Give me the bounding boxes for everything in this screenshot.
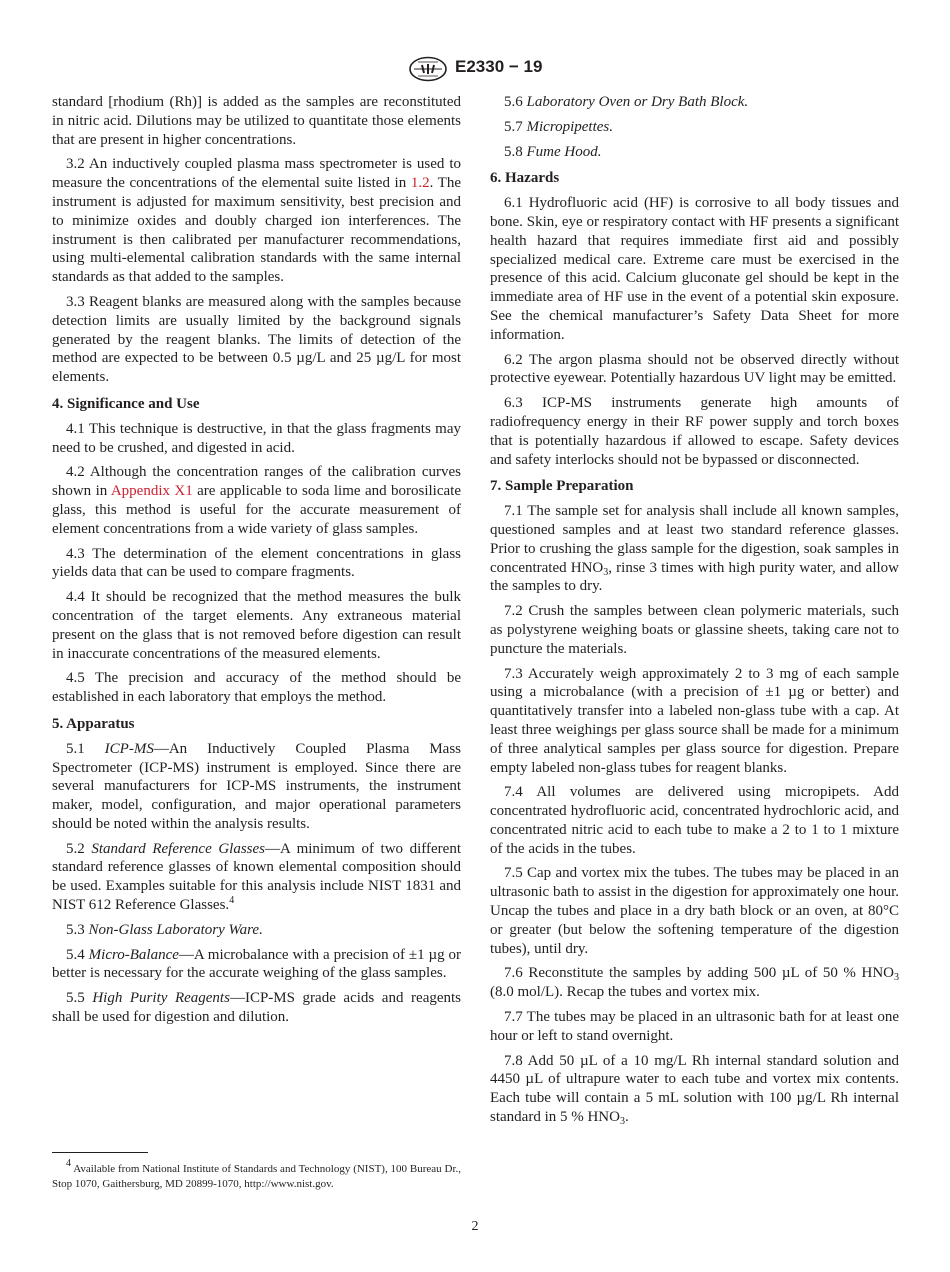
paragraph-7-4: 7.4 All volumes are delivered using micropipets. Add concentrated hydrofluoric acid, concentrated hydrochloric acid, and concentrated nitric acid to each tube to make a 2 to 1 to 1 mixture of the acids in the tubes. [490, 784, 899, 857]
paragraph-5-2: 5.2 Standard Reference Glasses—A minimum of two different standard reference glasses of known elemental composition should be used. Examples suitable for this analysis include NIST 1831 and NIST 612 Reference Glasses.$^4$ [52, 840, 461, 914]
paragraph-6-3: 6.3 ICP-MS instruments generate high amounts of radiofrequency energy in their RF power supply and torch boxes that is potentially hazardous if allowed to escape. Safety devices and safety interlocks should not be bypassed or disconnected. [490, 395, 899, 468]
paragraph-3-3: 3.3 Reagent blanks are measured along with the samples because detection limits are usually limited by the background signals generated by the reagent blanks. The limits of detection of the method are expected to be between 0.5 µg/L and 25 µg/L for most elements. [52, 293, 462, 386]
footnote-4: $^4$ Available from National Institute of Standards and Technology (NIST), 100 Bureau Dr., Stop 1070, Gaithersburg, MD 20899-1070, http://www.nist.gov. [52, 1158, 461, 1190]
page-number: 2 [471, 1219, 479, 1234]
footnote-marker[interactable]: 4 [229, 895, 235, 907]
paragraph-4-4: 4.4 It should be recognized that the method measures the bulk concentration of the target elements. Any extraneous material present on the glass that is not removed before digestion can result in inaccurate concentrations of the measured elements. [52, 589, 462, 662]
paragraph-7-3: 7.3 Accurately weigh approximately 2 to 3 mg of each sample using a microbalance (with a precision of ±1 µg or better) and quantitatively transfer into a labeled non-glass tube with a cap. At least three weighings per glass source shall be made for a minimum of three analytical samples per glass source for digestion. Prepare empty labeled non-glass tubes for reagent blanks. [490, 665, 899, 776]
standard-code: E2330 − 19 [455, 57, 543, 76]
section-heading-7: 7. Sample Preparation [490, 478, 634, 495]
paragraph-4-1: 4.1 This technique is destructive, in that the glass fragments may need to be crushed, and digested in acid. [52, 420, 462, 456]
paragraph-4-5: 4.5 The precision and accuracy of the method should be established in each laboratory that employs the method. [52, 670, 461, 706]
paragraph-3-2: 3.2 An inductively coupled plasma mass spectrometer is used to measure the concentrations of the elemental suite listed in 1.2. The instrument is adjusted for maximum sensitivity, best precision and to minimize oxides and doubly charged ion interferences. The instrument is then calibrated per manufacturer recommendations, using multi-elemental calibration standards with the same internal standards as that added to the samples. [52, 156, 461, 286]
paragraph-7-7: 7.7 The tubes may be placed in an ultrasonic bath for at least one hour or left to stand overnight. [490, 1009, 900, 1044]
appendix-link[interactable]: Appendix X1 [110, 483, 193, 500]
paragraph-5-6: 5.6 Laboratory Oven or Dry Bath Block. [504, 94, 749, 110]
paragraph-7-5: 7.5 Cap and vortex mix the tubes. The tubes may be placed in an ultrasonic bath to assist in the digestion for approximately one hour. Uncap the tubes and place in a dry bath block or an oven, at 80°C or greater (but below the softening temperature of the digestion tubes), until dry. [490, 865, 900, 957]
paragraph-5-1: 5.1 ICP-MS—An Inductively Coupled Plasma Mass Spectrometer (ICP-MS) instrument is employed. Since there are several manufacturers for ICP-MS instruments, the instrument maker, model, configuration, and major operational parameters should be noted within the analysis results. [52, 740, 461, 832]
section-heading-5: 5. Apparatus [52, 715, 135, 732]
paragraph-4-3: 4.3 The determination of the element concentrations in glass yields data that can be used to compare fragments. [52, 545, 461, 581]
paragraph-5-4: 5.4 Micro-Balance—A microbalance with a precision of ±1 µg or better is necessary for the accurate weighing of the glass samples. [52, 946, 462, 982]
paragraph-7-1: 7.1 The sample set for analysis shall include all known samples, questioned samples and at least two standard reference glasses. Prior to crushing the glass sample for the digestion, soak samples in concentrated $HNO_3$, rinse 3 times with high purity water, and allow the samples to dry. [490, 503, 900, 595]
paragraph-4-2: 4.2 Although the concentration ranges of the calibration curves shown in Appendix X1 are applicable to soda lime and borosilicate glass, this method is useful for the accurate measurement of element concentrations from a wide variety of glass samples. [52, 464, 461, 537]
right-column [490, 93, 899, 1133]
paragraph-5-7: 5.7 Micropipettes. [504, 118, 614, 135]
paragraph-7-6: 7.6 Reconstitute the samples by adding 500 µL of 50 % $HNO_3$ (8.0 mol/L). Recap the tubes and vortex mix. [490, 965, 900, 1001]
paragraph-6-1: 6.1 Hydrofluoric acid (HF) is corrosive to all body tissues and bone. Skin, eye or respiratory contact with HF presents a significant health hazard that requires immediate first aid and possibly specialized medical care. Extreme care must be exercised in the presence of this acid. Calcium gluconate gel should be kept in the immediate area of HF use in the event of a potential skin exposure. See the chemical manufacturer’s Safety Data Sheet for more information. [490, 195, 899, 343]
section-heading-4: 4. Significance and Use [52, 395, 200, 412]
paragraph-3-1-continued: standard [rhodium (Rh)] is added as the samples are reconstituted in nitric acid. Dilutions may be utilized to quantitate those elements that are present in higher concentrations. [52, 94, 461, 148]
left-column [52, 93, 461, 1033]
paragraph-5-3: 5.3 Non-Glass Laboratory Ware. [66, 921, 263, 938]
page-header [0, 56, 950, 82]
paragraph-7-8: 7.8 Add 50 µL of a 10 mg/L Rh internal standard solution and 4450 µL of ultrapure water to each tube and vortex mix contents. Each tube will contain a 5 mL solution with 100 µg/L Rh internal standard in 5 % $HNO_3$. [490, 1052, 899, 1128]
paragraph-5-5: 5.5 High Purity Reagents—ICP-MS grade acids and reagents shall be used for digestion and dilution. [52, 990, 462, 1026]
section-link-1-2[interactable]: 1.2 [410, 175, 430, 192]
paragraph-7-2: 7.2 Crush the samples between clean polymeric materials, such as polystyrene weighing boats or glassine sheets, taking care not to puncture the materials. [490, 603, 899, 657]
paragraph-5-8: 5.8 Fume Hood. [504, 143, 602, 160]
astm-logo-icon [408, 56, 448, 82]
footnote-divider [52, 1152, 148, 1153]
section-heading-6: 6. Hazards [490, 170, 560, 187]
paragraph-6-2: 6.2 The argon plasma should not be observed directly without protective eyewear. Potentially hazardous UV light may be emitted. [490, 351, 899, 387]
